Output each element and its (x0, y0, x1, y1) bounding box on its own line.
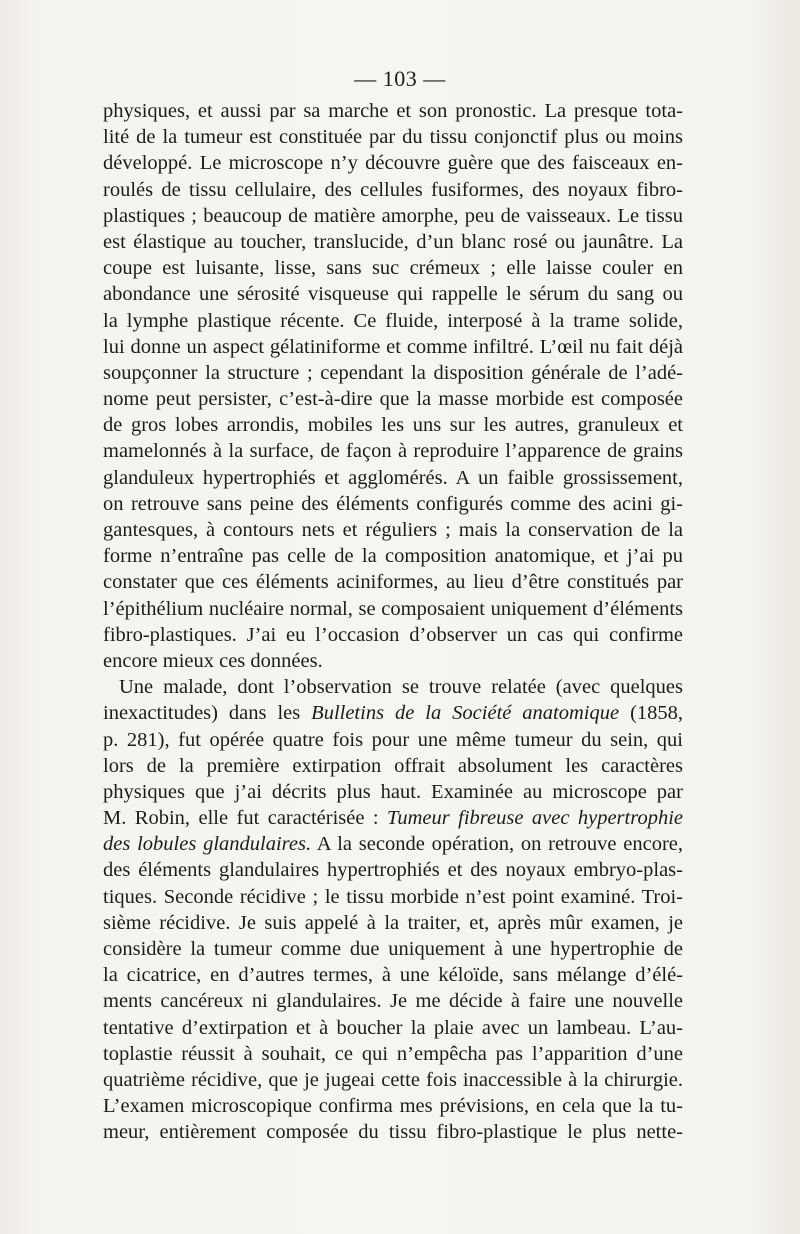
text-line: plastiques ; beaucoup de matière amorphe, peu de vaisseaux. Le tissu (103, 204, 683, 227)
text-line: des éléments glandulaires hypertrophiés et des noyaux embryo-plas- (103, 859, 683, 882)
text-line: fibro-plastiques. J’ai eu l’occasion d’observer un cas qui confirme (103, 623, 683, 646)
text-line: on retrouve sans peine des éléments configurés comme des acini gi- (103, 492, 683, 515)
body-text (103, 98, 683, 1146)
page-number: — 103 — (354, 66, 446, 91)
text-line: lui donne un aspect gélatiniforme et comme infiltré. L’œil nu fait déjà (103, 335, 683, 358)
journal-title: Bulletins de la Société anatomique (311, 702, 620, 725)
text-segment: A la seconde opération, on retrouve encore, (316, 833, 683, 856)
text-line: la lymphe plastique récente. Ce fluide, interposé à la trame solide, (103, 309, 683, 332)
text-line (103, 805, 683, 831)
text-line: coupe est luisante, lisse, sans suc crémeux ; elle laisse couler en (103, 257, 683, 280)
text-line: développé. Le microscope n’y découvre guère que des faisceaux en- (103, 152, 683, 175)
text-line (103, 700, 683, 726)
text-line: physiques, et aussi par sa marche et son pronostic. La presque tota- (103, 100, 683, 122)
text-line: mamelonnés à la surface, de façon à reproduire l’apparence de grains (103, 440, 683, 463)
text-line: forme n’entraîne pas celle de la composition anatomique, et j’ai pu (103, 545, 683, 568)
text-line: soupçonner la structure ; cependant la disposition générale de l’adé- (103, 361, 683, 384)
text-segment: (1858, (630, 702, 684, 725)
text-line: glanduleux hypertrophiés et agglomérés. A un faible grossissement, (103, 466, 683, 489)
diagnosis-text: des lobules glandulaires. (103, 833, 312, 856)
text-line: encore mieux ces données. (103, 649, 323, 672)
text-line: ments cancéreux ni glandulaires. Je me décide à faire une nouvelle (103, 990, 683, 1013)
text-line: lité de la tumeur est constituée par du tissu conjonctif plus ou moins (103, 126, 683, 149)
text-line (103, 831, 683, 857)
text-line: tiques. Seconde récidive ; le tissu morbide n’est point examiné. Troi- (103, 885, 683, 908)
text-line: abondance une sérosité visqueuse qui rappelle le sérum du sang ou (103, 283, 683, 306)
text-line: est élastique au toucher, translucide, d’un blanc rosé ou jaunâtre. La (103, 230, 683, 253)
text-line: la cicatrice, en d’autres termes, à une kéloïde, sans mélange d’élé- (103, 964, 683, 987)
text-segment: M. Robin, elle fut caractérisée : (103, 807, 379, 830)
text-line: roulés de tissu cellulaire, des cellules fusiformes, des noyaux fibro- (103, 178, 683, 201)
text-line: nome peut persister, c’est-à-dire que la masse morbide est composée (103, 388, 683, 411)
text-line: constater que ces éléments aciniformes, au lieu d’être constitués par (103, 571, 683, 594)
text-line: tentative d’extirpation et à boucher la plaie avec un lambeau. L’au- (103, 1016, 683, 1039)
text-line: l’épithélium nucléaire normal, se composaient uniquement d’éléments (103, 597, 683, 620)
text-line: toplastie réussit à souhait, ce qui n’empêcha pas l’apparition d’une (103, 1042, 683, 1065)
diagnosis-text: Tumeur fibreuse avec hypertrophie (387, 807, 683, 830)
text-line: quatrième récidive, que je jugeai cette fois inaccessible à la chirurgie. (103, 1068, 683, 1091)
text-line: p. 281), fut opérée quatre fois pour une même tumeur du sein, qui (103, 728, 683, 751)
text-line: Une malade, dont l’observation se trouve relatée (avec quelques (119, 676, 683, 699)
text-line: de gros lobes arrondis, mobiles les uns sur les autres, granuleux et (103, 414, 683, 437)
text-line: gantesques, à contours nets et réguliers ; mais la conservation de la (103, 519, 683, 541)
text-line: sième récidive. Je suis appelé à la traiter, et, après mûr examen, je (103, 911, 683, 934)
text-line: considère la tumeur comme due uniquement à une hypertrophie de (103, 938, 683, 960)
text-line: L’examen microscopique confirma mes prévisions, en cela que la tu- (103, 1095, 683, 1118)
text-line: meur, entièrement composée du tissu fibro-plastique le plus nette- (103, 1121, 683, 1144)
text-segment: inexactitudes) dans les (103, 702, 301, 725)
text-line: physiques que j’ai décrits plus haut. Examinée au microscope par (103, 780, 683, 803)
text-line: lors de la première extirpation offrait absolument les caractères (103, 754, 683, 777)
